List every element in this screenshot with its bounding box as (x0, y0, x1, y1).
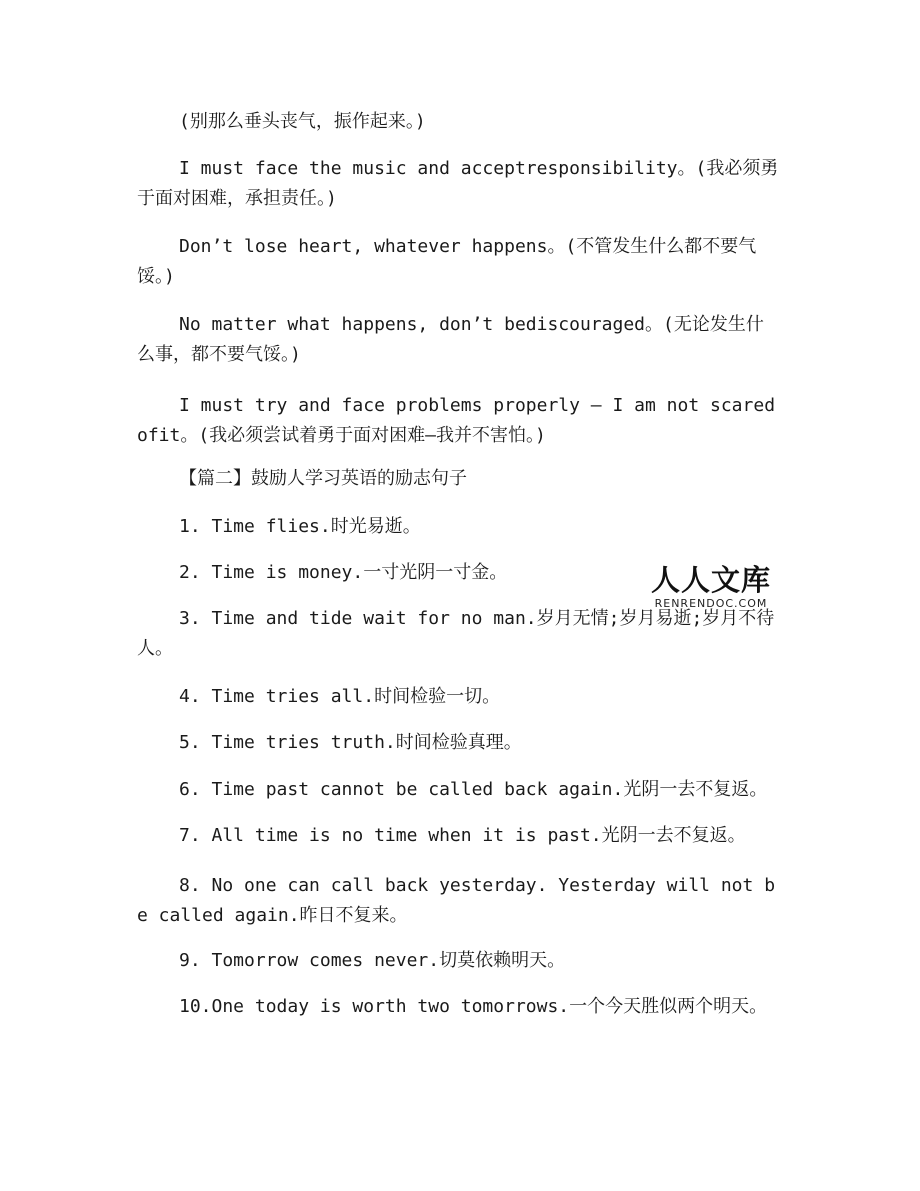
list-item: 4. Time tries all.时间检验一切。 (179, 686, 501, 707)
watermark-logo (646, 563, 776, 610)
list-item: 7. All time is no time when it is past.光阴一去不复返。 (179, 825, 746, 846)
watermark-subtitle: RENRENDOC.COM (654, 597, 768, 610)
list-item: 5. Time tries truth.时间检验真理。 (179, 732, 522, 753)
paragraph: I must face the music and acceptresponsibility。(我必须勇于面对困难，承担责任。) (137, 158, 779, 209)
paragraph: I must try and face problems properly – I am not scared ofit。(我必须尝试着勇于面对困难—我并不害怕。) (137, 395, 776, 446)
watermark-title: 人人文库 (650, 563, 771, 597)
section-heading: 【篇二】鼓励人学习英语的励志句子 (179, 468, 467, 489)
paragraph: (别那么垂头丧气，振作起来。) (179, 111, 426, 132)
list-item: 6. Time past cannot be called back again.光阴一去不复返。 (179, 779, 768, 800)
list-item: 1. Time flies.时光易逝。 (179, 516, 421, 537)
list-item: 10.One today is worth two tomorrows.一个今天胜似两个明天。 (179, 996, 768, 1017)
list-item: 3. Time and tide wait for no man.岁月无情;岁月易逝;岁月不待人。 (137, 608, 775, 659)
paragraph: Don’t lose heart, whatever happens。(不管发生什么都不要气馁。) (137, 236, 757, 287)
list-item: 9. Tomorrow comes never.切莫依赖明天。 (179, 950, 566, 971)
paragraph: No matter what happens, don’t bediscouraged。(无论发生什么事，都不要气馁。) (137, 314, 764, 365)
list-item: 2. Time is money.一寸光阴一寸金。 (179, 562, 508, 583)
list-item: 8. No one can call back yesterday. Yesterday will not be called again.昨日不复来。 (137, 875, 776, 926)
